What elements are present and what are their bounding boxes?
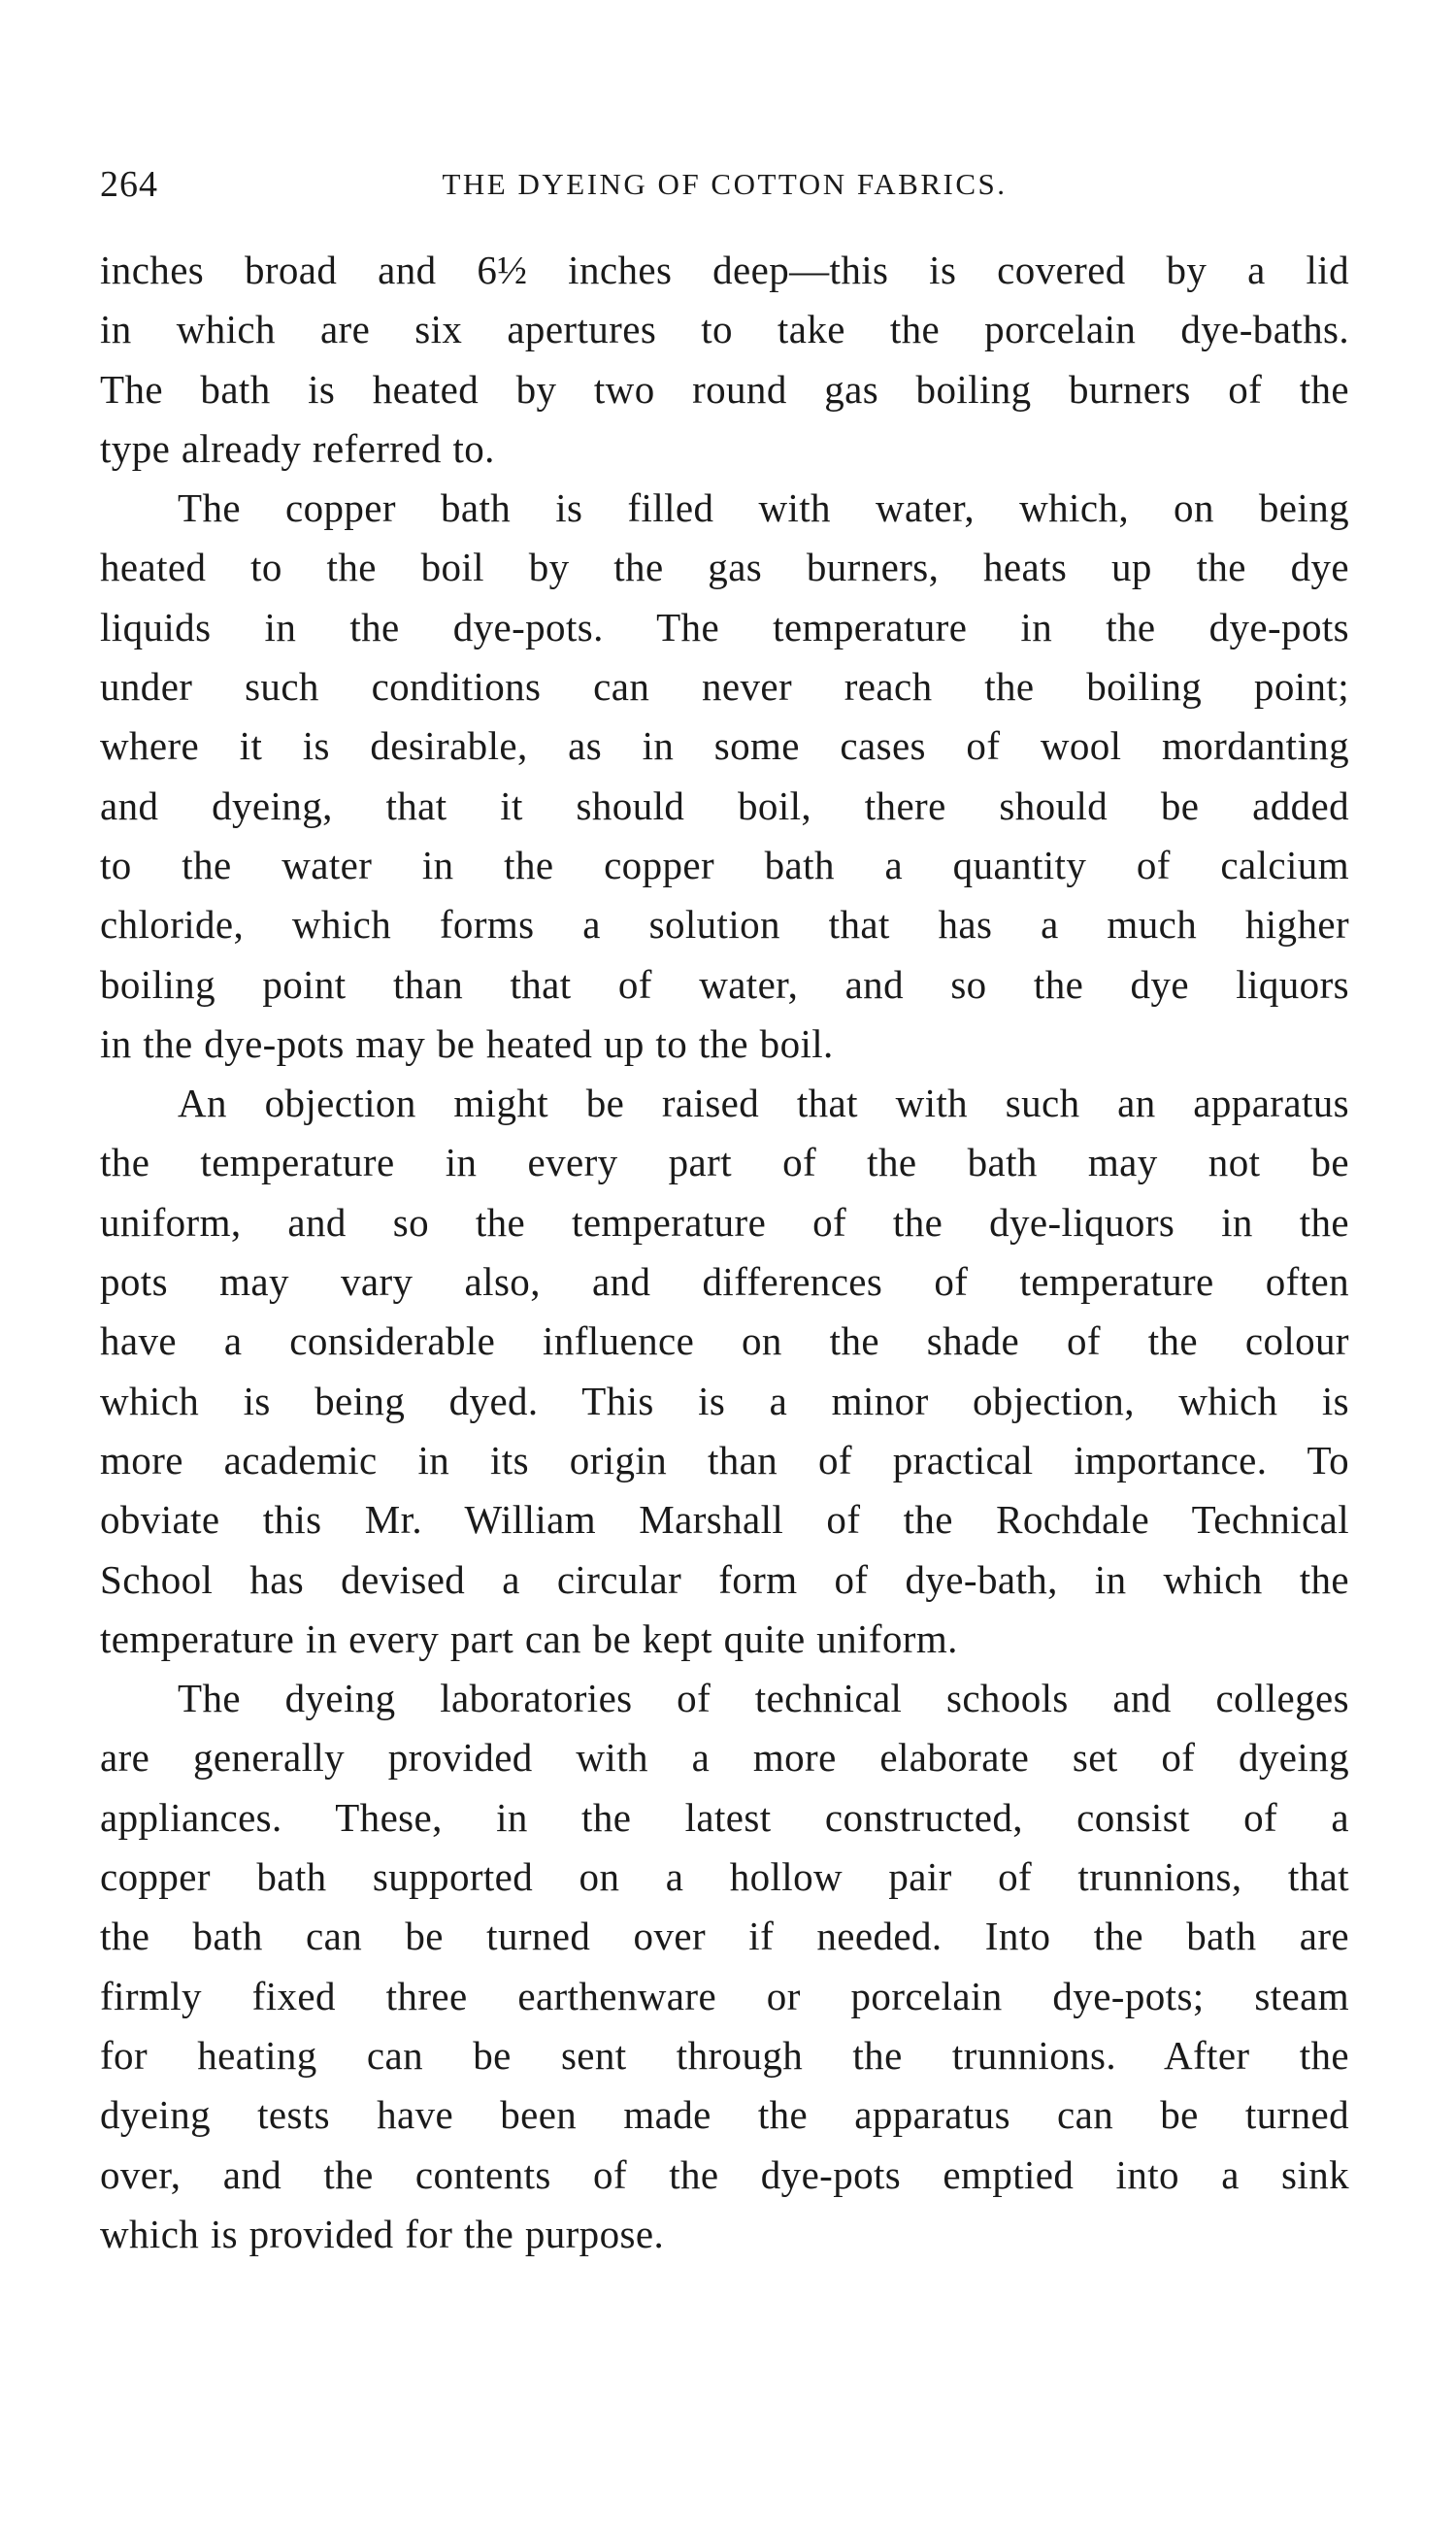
- text-line: heated to the boil by the gas burners, heats up the dye: [100, 545, 1349, 590]
- text-line: liquids in the dye-pots. The temperature in the dye-pots: [100, 604, 1349, 650]
- text-line: copper bath supported on a hollow pair of trunnions, that: [100, 1854, 1349, 1900]
- paragraph: [100, 241, 1349, 479]
- text-line: temperature in every part can be kept quite uniform.: [100, 1616, 958, 1661]
- text-line: and dyeing, that it should boil, there should be added: [100, 783, 1349, 828]
- text-line: more academic in its origin than of practical importance. To: [100, 1437, 1349, 1483]
- text-line: in which are six apertures to take the porcelain dye-baths.: [100, 307, 1349, 352]
- text-line: where it is desirable, as in some cases of wool mordanting: [100, 723, 1349, 769]
- text-line: uniform, and so the temperature of the dye-liquors in the: [100, 1199, 1349, 1245]
- text-line: chloride, which forms a solution that has a much higher: [100, 902, 1349, 948]
- text-line: dyeing tests have been made the apparatus can be turned: [100, 2092, 1349, 2138]
- text-line: firmly fixed three earthenware or porcelain dye-pots; steam: [100, 1973, 1349, 2018]
- text-line: An objection might be raised that with such an apparatus: [178, 1081, 1349, 1126]
- text-line: are generally provided with a more elaborate set of dyeing: [100, 1735, 1349, 1781]
- text-line: the temperature in every part of the bath may not be: [100, 1140, 1349, 1185]
- paragraph: [100, 479, 1349, 1074]
- text-line: have a considerable influence on the shade of the colour: [100, 1318, 1349, 1364]
- text-line: type already referred to.: [100, 425, 495, 471]
- text-line: The copper bath is filled with water, which, on being: [178, 485, 1349, 531]
- text-line: appliances. These, in the latest constructed, consist of a: [100, 1794, 1349, 1840]
- page-number: 264: [100, 164, 158, 205]
- running-title: THE DYEING OF COTTON FABRICS.: [442, 167, 1008, 201]
- text-line: under such conditions can never reach the boiling point;: [100, 664, 1349, 710]
- text-line: in the dye-pots may be heated up to the boil.: [100, 1020, 834, 1066]
- text-line: pots may vary also, and differences of temperature often: [100, 1259, 1349, 1305]
- text-line: for heating can be sent through the trunnions. After the: [100, 2032, 1349, 2078]
- paragraph: [100, 1074, 1349, 1669]
- running-head: [100, 157, 1349, 212]
- text-line: inches broad and 6½ inches deep—this is covered by a lid: [100, 248, 1349, 292]
- body-text: [100, 241, 1349, 2264]
- text-line: The dyeing laboratories of technical schools and colleges: [178, 1676, 1349, 1721]
- text-line: School has devised a circular form of dye-bath, in which the: [100, 1556, 1349, 1602]
- text-line: which is provided for the purpose.: [100, 2211, 665, 2256]
- text-line: The bath is heated by two round gas boiling burners of the: [100, 366, 1349, 412]
- text-line: to the water in the copper bath a quantity of calcium: [100, 842, 1349, 887]
- text-line: over, and the contents of the dye-pots emptied into a sink: [100, 2151, 1349, 2197]
- text-line: boiling point than that of water, and so the dye liquors: [100, 961, 1349, 1007]
- text-line: the bath can be turned over if needed. Into the bath are: [100, 1914, 1349, 1959]
- text-line: obviate this Mr. William Marshall of the Rochdale Technical: [100, 1497, 1349, 1543]
- text-line: which is being dyed. This is a minor objection, which is: [100, 1378, 1349, 1423]
- paragraph: [100, 1669, 1349, 2264]
